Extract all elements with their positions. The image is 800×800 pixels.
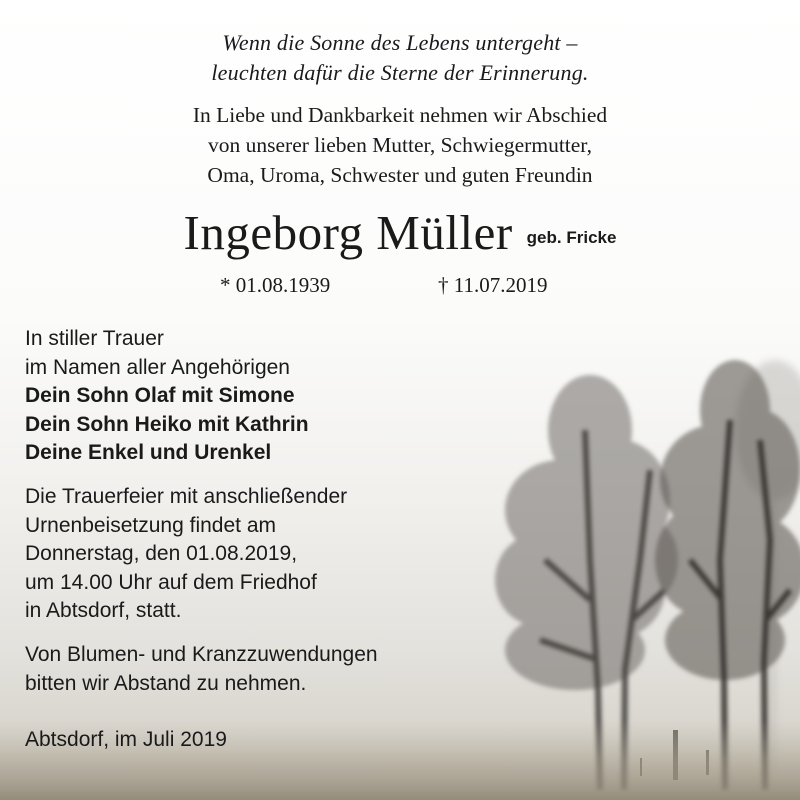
deceased-name: Ingeborg Müller (183, 205, 513, 260)
intro-line: In Liebe und Dankbarkeit nehmen wir Abschied (192, 103, 608, 127)
service-line: um 14.00 Uhr auf dem Friedhof (25, 570, 317, 594)
motto-line: Wenn die Sonne des Lebens untergeht – (222, 30, 578, 55)
mourners-line: im Namen aller Angehörigen (25, 355, 290, 379)
service-line: Donnerstag, den 01.08.2019, (25, 542, 298, 565)
death-date: † 11.07.2019 (438, 273, 548, 297)
flowers-line: bitten wir Abstand zu nehmen. (25, 671, 307, 695)
flowers-request (25, 641, 378, 698)
service-line: Die Trauerfeier mit anschließender (25, 485, 348, 508)
motto (0, 28, 800, 88)
place-and-date: Abtsdorf, im Juli 2019 (25, 728, 227, 751)
mourners-block (25, 325, 309, 468)
deceased-name-row (0, 204, 800, 262)
flowers-line: Von Blumen- und Kranzzuwendungen (25, 643, 378, 666)
family-member: Deine Enkel und Urenkel (25, 441, 272, 464)
service-line: Urnenbeisetzung findet am (25, 513, 276, 537)
family-member: Dein Sohn Heiko mit Kathrin (25, 412, 309, 436)
service-line: in Abtsdorf, statt. (25, 599, 182, 622)
intro-line: von unserer lieben Mutter, Schwiegermutter, (208, 133, 592, 157)
funeral-service-info (25, 483, 347, 626)
intro-line: Oma, Uroma, Schwester und guten Freundin (207, 163, 593, 187)
family-member: Dein Sohn Olaf mit Simone (25, 384, 295, 407)
motto-line: leuchten dafür die Sterne der Erinnerung. (211, 60, 589, 85)
birth-name: geb. Fricke (526, 228, 617, 247)
mourners-line: In stiller Trauer (25, 327, 164, 350)
birth-date: * 01.08.1939 (220, 273, 331, 297)
intro-text (0, 100, 800, 190)
